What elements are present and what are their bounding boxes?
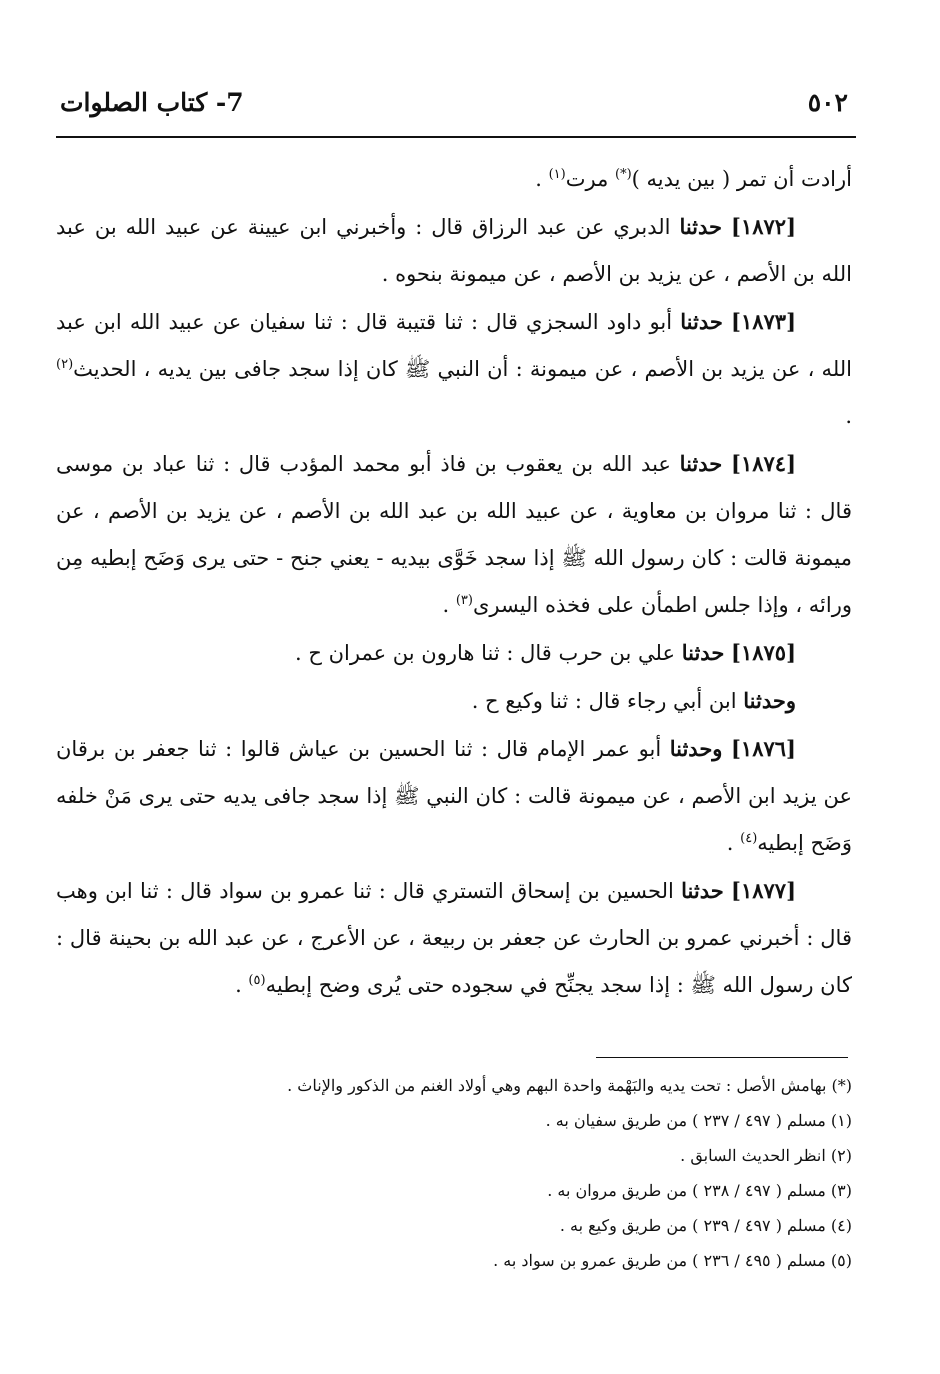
paragraph-tail: . (726, 831, 741, 855)
footnote-divider (596, 1057, 848, 1058)
hadith-number: [١٨٧٦] (730, 736, 796, 761)
footnote-1: (١) مسلم ( ٤٩٧ / ٢٣٧ ) من طريق سفيان به . (545, 1111, 852, 1130)
footnotes (56, 1068, 852, 1278)
running-header (56, 84, 856, 128)
header-divider (56, 136, 856, 138)
main-text (56, 156, 852, 1009)
footnote-ref-3: (٣) (455, 593, 473, 608)
hadith-number: [١٨٧٤] (731, 451, 796, 476)
paragraph-text: أرادت أن تمر ( بين يديه ) (631, 167, 852, 191)
hadith-text: علي بن حرب قال : ثنا هارون بن عمران ح . (295, 641, 676, 665)
narration-lead: حدثنا (679, 451, 723, 476)
hadith-1875-chain (56, 677, 852, 725)
hadith-1875 (56, 629, 852, 677)
footnote-4: (٤) مسلم ( ٤٩٧ / ٢٣٩ ) من طريق وكيع به . (559, 1216, 852, 1235)
page-number: ٥٠٢ (807, 88, 848, 117)
hadith-number: [١٨٧٧] (731, 878, 796, 903)
hadith-1872 (56, 203, 852, 298)
hadith-1873 (56, 298, 852, 440)
hadith-text: الدبري عن عبد الرزاق قال : وأخبرني ابن عيينة عن عبيد الله بن عبد الله بن الأصم ، عن يزيد بن الأصم ، عن ميمونة بنحوه . (56, 215, 852, 286)
narration-lead: وحدثنا (743, 688, 796, 713)
hadith-text: أبو عمر الإمام قال : ثنا الحسين بن عياش قالوا : ثنا جعفر بن برقان عن يزيد ابن الأصم ، عن ميمونة قالت : كان النبي ﷺ إذا سجد جافى يديه حتى يرى مَنْ خلفه وَضَح إبطيه (56, 737, 852, 855)
narration-lead: حدثنا (681, 878, 724, 903)
narration-lead: حدثنا (679, 214, 723, 239)
footnote-ref-star: (*) (615, 167, 632, 182)
hadith-1877 (56, 867, 852, 1009)
footnote-ref-2: (٢) (56, 357, 74, 372)
footnote-3: (٣) مسلم ( ٤٩٧ / ٢٣٨ ) من طريق مروان به . (547, 1181, 852, 1200)
footnote-ref-1: (١) (548, 167, 566, 182)
footnote-star: (*) بهامش الأصل : تحت يديه والبَهْمة واحدة البهم وهي أولاد الغنم من الذكور والإناث . (287, 1076, 852, 1095)
hadith-text: أبو داود السجزي قال : ثنا قتيبة قال : ثنا سفيان عن عبيد الله ابن عبد الله ، عن يزيد بن الأصم ، عن ميمونة : أن النبي ﷺ كان إذا سجد جافى بين يديه ، الحديث (56, 310, 852, 381)
paragraph-text: مرت (565, 167, 615, 191)
footnote-5: (٥) مسلم ( ٤٩٥ / ٢٣٦ ) من طريق عمرو بن سواد به . (493, 1251, 852, 1270)
hadith-text: عبد الله بن يعقوب بن فاذ أبو محمد المؤدب قال : ثنا عباد بن موسى قال : ثنا مروان بن معاوية ، عن عبيد الله بن عبد الله بن الأصم ، عن يزيد بن الأصم ، عن ميمونة قالت : كان رسول الله ﷺ إذا سجد خَوَّى بيديه - يعني جنح - حتى يرى وَضَح إبطيه مِن ورائه ، وإذا جلس اطمأن على فخذه اليسرى (56, 452, 852, 617)
paragraph-continuation (56, 156, 852, 203)
narration-lead: حدثنا (680, 309, 723, 334)
hadith-1874 (56, 440, 852, 629)
paragraph-tail: . (535, 167, 549, 191)
hadith-number: [١٨٧٢] (731, 214, 796, 239)
footnote-ref-5: (٥) (248, 973, 266, 988)
hadith-1876 (56, 725, 852, 867)
narration-lead: حدثنا (681, 640, 725, 665)
paragraph-tail: . (845, 404, 852, 428)
paragraph-tail: . (235, 973, 249, 997)
chapter-title: 7- كتاب الصلوات (60, 88, 244, 117)
hadith-number: [١٨٧٥] (731, 640, 796, 665)
paragraph-tail: . (442, 593, 456, 617)
hadith-number: [١٨٧٣] (731, 309, 796, 334)
footnote-ref-4: (٤) (740, 831, 758, 846)
narration-lead: وحدثنا (669, 736, 723, 761)
footnote-2: (٢) انظر الحديث السابق . (680, 1146, 852, 1165)
hadith-text: الحسين بن إسحاق التستري قال : ثنا عمرو بن سواد قال : ثنا ابن وهب قال : أخبرني عمرو بن الحارث عن جعفر بن ربيعة ، عن الأعرج ، عن عبد الله بن بحينة قال : كان رسول الله ﷺ : إذا سجد يجنِّح في سجوده حتى يُرى وضح إبطيه (56, 879, 852, 997)
hadith-text: ابن أبي رجاء قال : ثنا وكيع ح . (471, 689, 737, 713)
